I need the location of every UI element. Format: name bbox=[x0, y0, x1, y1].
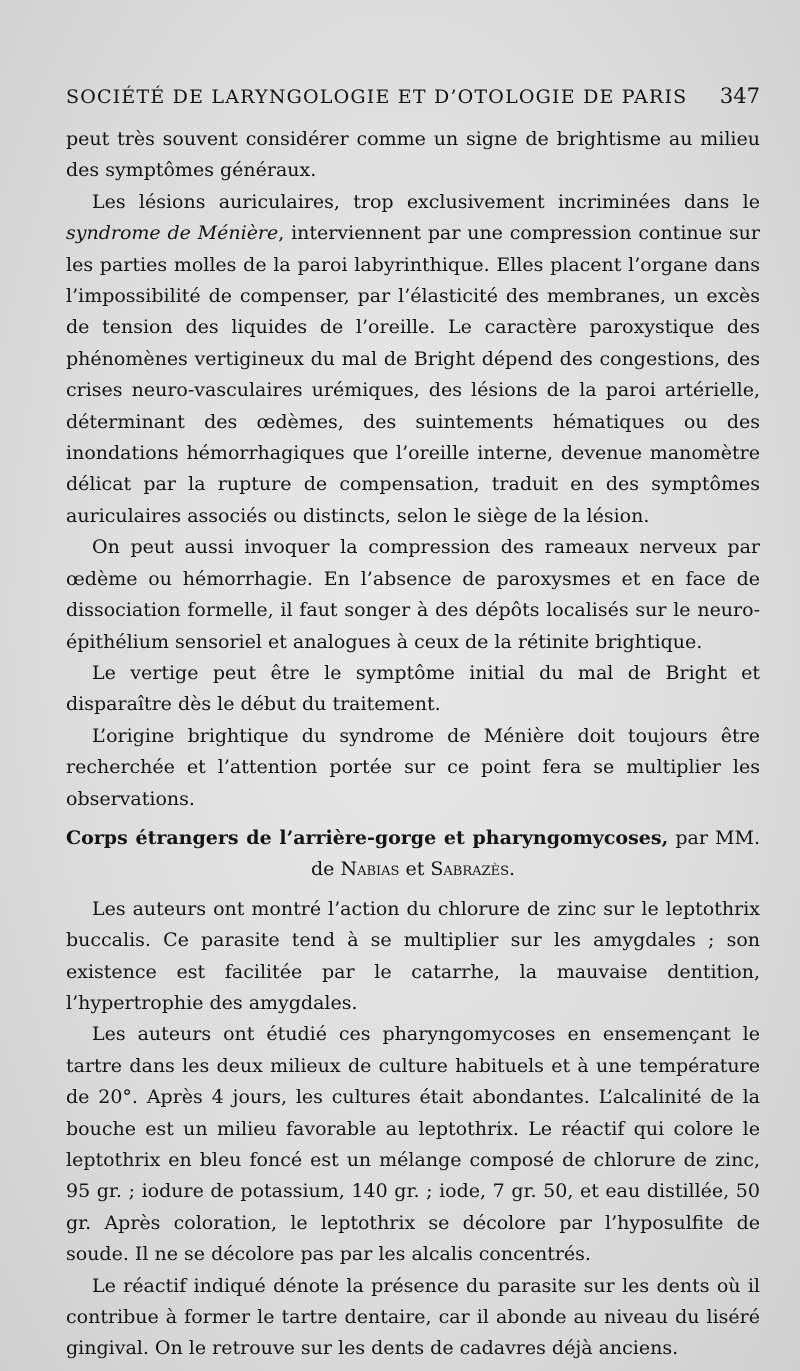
section-and: et bbox=[399, 858, 431, 881]
page-body bbox=[66, 124, 760, 1365]
author-nabias: Nabias bbox=[340, 858, 400, 881]
section-by: par MM. de bbox=[310, 826, 760, 881]
running-header bbox=[66, 84, 760, 114]
paragraph-meniere-rest: , interviennent par une compression continue sur les parties molles de la paroi labyrinthique. Elles placent l’organe dans l’impossibilité de compenser, par l’élasticité des membranes, un excès de tension des liquides de l’oreille. Le caractère paroxystique des phénomènes vertigineux du mal de Bright dépend des congestions, des crises neuro-vasculaires urémiques, des lésions de la paroi artérielle, déterminant des œdèmes, des suintements hématiques ou des inondations hémorrhagiques que l’oreille interne, devenue manomètre délicat par la rupture de compensation, traduit en des symptômes auriculaires associés ou distincts, selon le siège de la lésion. bbox=[66, 222, 760, 527]
running-title: SOCIÉTÉ DE LARYNGOLOGIE ET D’OTOLOGIE DE PARIS bbox=[66, 86, 688, 108]
syndrome-term: syndrome de Ménière bbox=[66, 222, 279, 245]
paragraph-compression: On peut aussi invoquer la compression des rameaux nerveux par œdème ou hémorrhagie. En l’absence de paroxysmes et en face de dissociation formelle, il faut songer à des dépôts localisés sur le neuro-épithélium sensoriel et analogues à ceux de la rétinite brightique. bbox=[66, 536, 760, 653]
paragraph-vertige: Le vertige peut être le symptôme initial du mal de Bright et disparaître dès le début du traitement. bbox=[66, 661, 760, 716]
paragraph-continuation: peut très souvent considérer comme un signe de brightisme au milieu des symptômes généraux. bbox=[66, 128, 760, 182]
author-sabrazes: Sabrazès bbox=[430, 858, 509, 881]
section-spacer-2 bbox=[66, 886, 760, 894]
section-end: . bbox=[508, 858, 516, 881]
section-heading bbox=[66, 823, 760, 886]
paragraph-reactif: Le réactif indiqué dénote la présence du parasite sur les dents où il contribue à former le tartre dentaire, car il abonde au niveau du liséré gingival. On le retrouve sur les dents de cadavres déjà anciens. bbox=[66, 1274, 760, 1360]
section-title: Corps étrangers de l’arrière-gorge et pharyngomycoses, bbox=[66, 826, 669, 849]
section-spacer bbox=[66, 815, 760, 823]
paragraph-leptothrix: Les auteurs ont montré l’action du chlorure de zinc sur le leptothrix buccalis. Ce parasite tend à se multiplier sur les amygdales ; son existence est facilitée par le catarrhe, la mauvaise dentition, l’hypertrophie des amygdales. bbox=[66, 897, 760, 1014]
paragraph-origine: L’origine brightique du syndrome de Ménière doit toujours être recherchée et l’attention portée sur ce point fera se multiplier les observations. bbox=[66, 724, 760, 810]
page-number: 347 bbox=[719, 84, 760, 108]
paragraph-cultures: Les auteurs ont étudié ces pharyngomycoses en ensemençant le tartre dans les deux milieux de culture habituels et à une température de 20°. Après 4 jours, les cultures était abondantes. L’alcalinité de la bouche est un milieu favorable au leptothrix. Le réactif qui colore le leptothrix en bleu foncé est un mélange composé de chlorure de zinc, 95 gr. ; iodure de potassium, 140 gr. ; iode, 7 gr. 50, et eau distillée, 50 gr. Après coloration, le leptothrix se décolore par l’hyposulfite de soude. Il ne se décolore pas par les alcalis concentrés. bbox=[66, 1023, 760, 1266]
paragraph-meniere bbox=[66, 187, 760, 532]
paragraph-meniere-start: Les lésions auriculaires, trop exclusivement incriminées dans le bbox=[92, 190, 760, 213]
